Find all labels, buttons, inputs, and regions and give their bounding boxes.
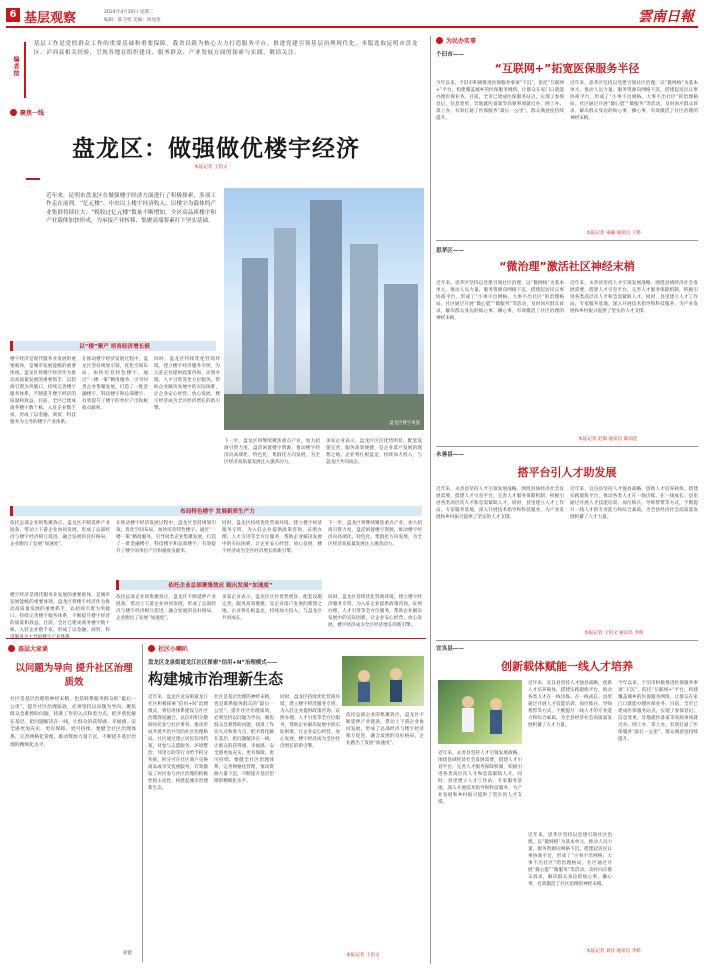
lead-col-7: 在推动楼宇经济发展过程中，盘龙区坚持规划引领，优化空间布局，加快培育特色楼宇。通过“一楼一策”精准服务，引导同类企业集聚发展，打造了一批金融楼宇、科技楼宇和总部楼宇，有效提升了楼宇的单位产出和税收贡献率。: [116, 521, 216, 554]
divider-lead: [6, 638, 426, 639]
commentary-tag: [8, 644, 48, 653]
lead-intro: 近年来，昆明市盘龙区在做强楼宇经济方面进行了积极探索，多项工作走在前列。“亿元楼”、中央以上楼宇经济收入、以楼宇为载体的产业集群持续壮大；“税收过亿元楼”数量不断增加，全区高品质楼宇和产业载体加快形成，为承接产业转移、集聚高端要素打下坚实基础。: [46, 193, 216, 225]
item4-col-1: 近年来，宜良县坚持人才强县战略，创新人才培养载体，搭建实践锻炼平台，推动各类人才在一线历练、在一线成长。县里通过开展人才技能培训、岗位练兵、导师帮带等方式，不断提升一线人才的专业能力和综合素质，为全县经济社会高质量发展积蓄了人才力量。: [528, 681, 612, 728]
community-photo: [342, 656, 424, 706]
item1-col-2: 近年来，思茅区坚持以党建引领社区治理，以“微网格”为基本单元，推动人员力量、服务资源向网格下沉，搭建起居民议事协商平台，形成了“小事不出网格、大事不出社区”的治理格局。社区通过开展“微心愿”“微服务”等活动，及时回应群众诉求，解决群众身边的烦心事、操心事，有效激活了社区治理的神经末梢。: [570, 81, 698, 121]
editor-note-tag: 编者按: [12, 56, 19, 77]
community-story: [146, 644, 426, 964]
item3-col-2: 近年来，宜良县坚持人才强县战略，创新人才培养载体，搭建实践锻炼平台，推动各类人才在一线历练、在一线成长。县里通过开展人才技能培训、岗位练兵、导师帮带等方式，不断提升一线人才的专业能力和综合素质，为全县经济社会高质量发展积蓄了人才力量。: [570, 487, 698, 520]
lead-col-11: 依托总部企业的集聚效应，盘龙区不断延伸产业链条，带动上下游企业协同发展，形成了总部经济与楼宇经济相互促进、融合发展的良好格局，企业跑出了发展“加速度”。: [116, 595, 216, 621]
farm-photo: [438, 680, 522, 744]
chat-icon: [8, 645, 15, 652]
commentary-author: 胡健: [122, 951, 132, 956]
masthead-editors: 编辑：陈卫旭 美编：周加金: [104, 18, 161, 23]
editor-note-bar: [24, 42, 26, 98]
right-tag-label: 为民办实事: [446, 38, 477, 45]
photo-caption: 盘龙区楼宇风貌: [389, 421, 420, 426]
commentary-text: 社区是基层治理的神经末梢，也是联系服务群众的“最后一公里”。提升社区治理质效，必须坚持以问题为导向，聚焦群众急难愁盼问题，找准工作切入点和着力点，把矛盾化解在基层、把问题解决在一线，让群众的获得感、幸福感、安全感更加充实、更有保障、更可持续。要健全社区治理体系，完善网格化管理，推动资源力量下沉，不断提升基层治理的精细化水平。: [10, 697, 136, 748]
commentary-tag-label: 基层大家谈: [18, 646, 49, 653]
item4-byline: 本报记者 刘洋 通讯员 李娇: [586, 949, 641, 954]
farmer-1-body: [462, 708, 474, 732]
subhead-1: 以“楼”聚产 培育经济增长极: [10, 341, 216, 351]
lead-col-1: 楼宇经济是现代服务业发展的重要载体，是城市发展能级的重要体现。盘龙区将楼宇经济作为推动高质量发展的重要抓手，以招商引资为突破口，持续完善楼宇服务体系，不断提升楼宇经济的质量和效益。目前，全区已建成商务楼宇数十栋，入驻企业数千家，形成了以金融、商贸、科技服务为主导的楼宇产业体系。: [10, 357, 76, 425]
commentary-headline: 以问题为导向 提升社区治理质效: [15, 663, 133, 688]
star-icon: [10, 109, 17, 116]
community-byline: 本报记者 王伯文: [346, 953, 380, 958]
community-headline: 构建城市治理新生态: [148, 670, 284, 688]
lead-col-13: 同时，盘龙区持续优化营商环境，建立楼宇经济服务专班，为入驻企业提供政策咨询、证照办理、人才引进等全方位服务，帮助企业解决发展中的实际困难，让企业安心经营、放心发展，楼宇经济成为全区经济增长的新引擎。: [328, 595, 422, 628]
person-2-body: [390, 680, 402, 702]
item2-kicker: 思茅区——: [436, 248, 464, 254]
lead-col-10: 楼宇经济是现代服务业发展的重要载体，是城市发展能级的重要体现。盘龙区将楼宇经济作为推动高质量发展的重要抓手，以招商引资为突破口，持续完善楼宇服务体系，不断提升楼宇经济的质量和效益。目前，全区已建成商务楼宇数十栋，入驻企业数千家，形成了以金融、商贸、科: [10, 593, 110, 633]
greenhouse-photo: [342, 656, 424, 706]
item4-col-2: 今年以来，个旧市积极推进医保服务事项“下沉”，依托“互联网+”平台，构建覆盖城乡的医保服务网络，让群众在家门口就能办理医保业务。目前，全市已建成医保服务站点，实现了参保登记、信息变更、异地就医备案等高频事项就近办、网上办、掌上办，有效打通了医保服务“最后一公里”，群众满意度持续提升。: [618, 681, 698, 742]
community-kicker: 盘龙区龙泉街道龙江社区探索“信用+N”治理模式——: [148, 660, 278, 666]
person-1-body: [358, 682, 370, 702]
masthead-rule: [6, 26, 698, 28]
masthead: [6, 6, 698, 30]
lead-col-3: 同时，盘龙区持续优化营商环境，建立楼宇经济服务专班，为入驻企业提供政策咨询、证照办理、人才引进等全方位服务，帮助企业解决发展中的实际困难，让企业安心经营、放心发展，楼宇经济成为全区经济增长的新引擎。: [154, 357, 220, 411]
item2-divider: [436, 446, 698, 447]
lead-headline: 盘龙区：做强做优楼宇经济: [72, 136, 360, 162]
lead-col-2: 在推动楼宇经济发展过程中，盘龙区坚持规划引领，优化空间布局，加快培育特色楼宇。通过“一楼一策”精准服务，引导同类企业集聚发展，打造了一批金融楼宇、科技楼宇和总部楼宇，有效提升了楼宇的单位产出和税收贡献率。: [82, 357, 148, 411]
community-tag: [148, 644, 188, 653]
item3-kicker: 永善县——: [436, 452, 464, 458]
commentary: [6, 644, 138, 962]
page-number: 6: [6, 8, 20, 22]
item3-byline: 本报记者 王伯文 通讯员 李明: [584, 631, 644, 636]
farmer-2: [490, 698, 502, 710]
community-tag-label: 社区小喇叭: [158, 646, 189, 653]
person-1: [358, 670, 370, 682]
item1-kicker: 个旧市——: [436, 52, 464, 58]
subhead-3: 依托企业总部聚集效应 跑出发展“加速度”: [116, 580, 322, 590]
lead-story: [6, 108, 426, 638]
item1-headline: “互联网+”拓宽医保服务半径: [494, 62, 640, 75]
right-tag: [436, 36, 476, 45]
skyline-photo: [224, 188, 424, 430]
item4-photo: [438, 680, 522, 744]
subhead-2: 布局特色楼宇 发展新质生产力: [10, 506, 422, 516]
lead-col-4: 下一步，盘龙区将继续聚焦重点产业，加大招商引资力度，盘活闲置楼宇资源，推动楼宇经济向高端化、特色化、集群化方向发展，为全区经济高质量发展注入强劲动力。: [224, 439, 320, 465]
section-title: 基层观察: [24, 11, 77, 26]
divider-right: [430, 36, 431, 964]
right-column: [436, 36, 698, 966]
lead-tag-label: 聚焦一线: [20, 110, 45, 117]
lead-byline: 本报记者 王伯文: [194, 165, 228, 170]
item4-col-4: 近年来，思茅区坚持以党建引领社区治理，以“微网格”为基本单元，推动人员力量、服务资源向网格下沉，搭建起居民议事协商平台，形成了“小事不出网格、大事不出社区”的治理格局。社区通过开展“微心愿”“微服务”等活动，及时回应群众诉求，解决群众身边的烦心事、操心事，有效激活了社区治理的神经末梢。: [528, 833, 612, 887]
divider-vertical: [142, 644, 143, 962]
item3-divider: [436, 640, 698, 641]
lead-photo: [224, 188, 424, 430]
community-col-1: 近年来，盘龙区龙泉街道龙江社区积极探索“信用+N”治理模式，将信用体系建设与社区治理深度融合，以信用积分激励居民参与社区事务，推动形成共建共治共享的社区治理格局。社区通过建立居民信用档案，对参与志愿服务、环境整治、邻里互助等行为给予积分奖励，积分可在社区商户兑换商品或享受优惠服务，有效激发了居民参与社区治理的积极性和主动性，构建起城市治理新生态。: [148, 695, 208, 791]
lead-tag: [10, 108, 44, 117]
item4-kicker: 宜良县——: [436, 646, 464, 652]
item2-col-2: 近年来，永善县坚持人才引领发展战略，围绕县域经济社会发展需要，搭建人才引育平台，完善人才服务保障机制，积极引进各类高层次人才和急需紧缺人才。同时，县里建立人才工作站、专家服务基地，深入开展技术指导和科技服务，为产业发展和乡村振兴提供了坚实的人才支撑。: [570, 281, 698, 314]
item4-col-3: 近年来，永善县坚持人才引领发展战略，围绕县域经济社会发展需要，搭建人才引育平台，完善人才服务保障机制，积极引进各类高层次人才和急需紧缺人才。同时，县里建立人才工作站、专家服务基地，深入开展技术指导和科技服务，为产业发展和乡村振兴提供了坚实的人才支撑。: [438, 751, 522, 805]
editor-note-text: 基层工作是党的群众工作的重要基础和重要保障。我省以镇为核心大力打造服务平台，推进党建引领基层治理现代化。本版选取昆明市盘龙区、泸西县相关经验，呈现各地在组织建设、服务群众、产业发展方面的探索与实践，敬请关注。: [34, 41, 418, 56]
masthead-date: 2024年4月30日 星期二: [104, 10, 154, 15]
item1-col-1: 今年以来，个旧市积极推进医保服务事项“下沉”，依托“互联网+”平台，构建覆盖城乡的医保服务网络，让群众在家门口就能办理医保业务。目前，全市已建成医保服务站点，实现了参保登记、信息变更、异地就医备案等高频事项就近办、网上办、掌上办，有效打通了医保服务“最后一公里”，群众满意度持续提升。: [436, 81, 564, 121]
item1-divider: [436, 240, 698, 241]
community-col-2: 社区是基层治理的神经末梢，也是联系服务群众的“最后一公里”。提升社区治理质效，必须坚持以问题为导向，聚焦群众急难愁盼问题，找准工作切入点和着力点，把矛盾化解在基层、把问题解决在一线，让群众的获得感、幸福感、安全感更加充实、更有保障、更可持续。要健全社区治理体系，完善网格化管理，推动资源力量下沉，不断提升基层治理的精细化水平。: [214, 695, 274, 784]
item4-headline: 创新载体赋能一线人才培养: [501, 660, 633, 673]
person-2: [390, 668, 402, 680]
intro-mark: [26, 178, 40, 180]
lead-col-12: 多家企业表示，盘龙区区位优势明显，配套设施完善，服务高效便捷，是企业落户发展的理想之地。企业将扎根盘龙，持续加大投入，与盘龙区共同成长。: [222, 595, 322, 621]
item2-col-1: 近年来，思茅区坚持以党建引领社区治理，以“微网格”为基本单元，推动人员力量、服务资源向网格下沉，搭建起居民议事协商平台，形成了“小事不出网格、大事不出社区”的治理格局。社区通过开展“微心愿”“微服务”等活动，及时回应群众诉求，解决群众身边的烦心事、操心事，有效激活了社区治理的神经末梢。: [436, 281, 564, 321]
item3-headline: 搭平台引人才助发展: [517, 466, 617, 479]
farmer-2-body: [490, 710, 502, 734]
lead-col-5: 多家企业表示，盘龙区区位优势明显，配套设施完善，服务高效便捷，是企业落户发展的理想之地。企业将扎根盘龙，持续加大投入，与盘龙区共同成长。: [326, 439, 422, 465]
item2-byline: 本报记者 赵瑞 通讯员 陈雨佳: [578, 437, 638, 442]
community-col-4: 依托总部企业的集聚效应，盘龙区不断延伸产业链条，带动上下游企业协同发展，形成了总部经济与楼宇经济相互促进、融合发展的良好格局，企业跑出了发展“加速度”。: [346, 713, 424, 746]
farmer-1: [462, 696, 474, 708]
lead-col-6: 依托总部企业的集聚效应，盘龙区不断延伸产业链条，带动上下游企业协同发展，形成了总部经济与楼宇经济相互促进、融合发展的良好格局，企业跑出了发展“加速度”。: [10, 521, 110, 547]
item1-byline: 本报记者 朱曦 通讯员 王娇: [586, 231, 641, 236]
item3-col-1: 近年来，永善县坚持人才引领发展战略，围绕县域经济社会发展需要，搭建人才引育平台，完善人才服务保障机制，积极引进各类高层次人才和急需紧缺人才。同时，县里建立人才工作站、专家服务基地，深入开展技术指导和科技服务，为产业发展和乡村振兴提供了坚实的人才支撑。: [436, 487, 564, 520]
editor-note: [6, 36, 426, 102]
newspaper-logo: 雲南日報: [638, 9, 694, 25]
lead-col-9: 下一步，盘龙区将继续聚焦重点产业，加大招商引资力度，盘活闲置楼宇资源，推动楼宇经济向高端化、特色化、集群化方向发展，为全区经济高质量发展注入强劲动力。: [328, 521, 422, 547]
community-col-3: 同时，盘龙区持续优化营商环境，建立楼宇经济服务专班，为入驻企业提供政策咨询、证照办理、人才引进等全方位服务，帮助企业解决发展中的实际困难，让企业安心经营、放心发展，楼宇经济成为全区经济增长的新引擎。: [280, 695, 340, 749]
megaphone-icon: [148, 645, 155, 652]
lead-col-8: 同时，盘龙区持续优化营商环境，建立楼宇经济服务专班，为入驻企业提供政策咨询、证照办理、人才引进等全方位服务，帮助企业解决发展中的实际困难，让企业安心经营、放心发展，楼宇经济成为全区经济增长的新引擎。: [222, 521, 322, 554]
item2-headline: “微治理”激活社区神经末梢: [499, 260, 635, 273]
heart-icon: [436, 37, 443, 44]
